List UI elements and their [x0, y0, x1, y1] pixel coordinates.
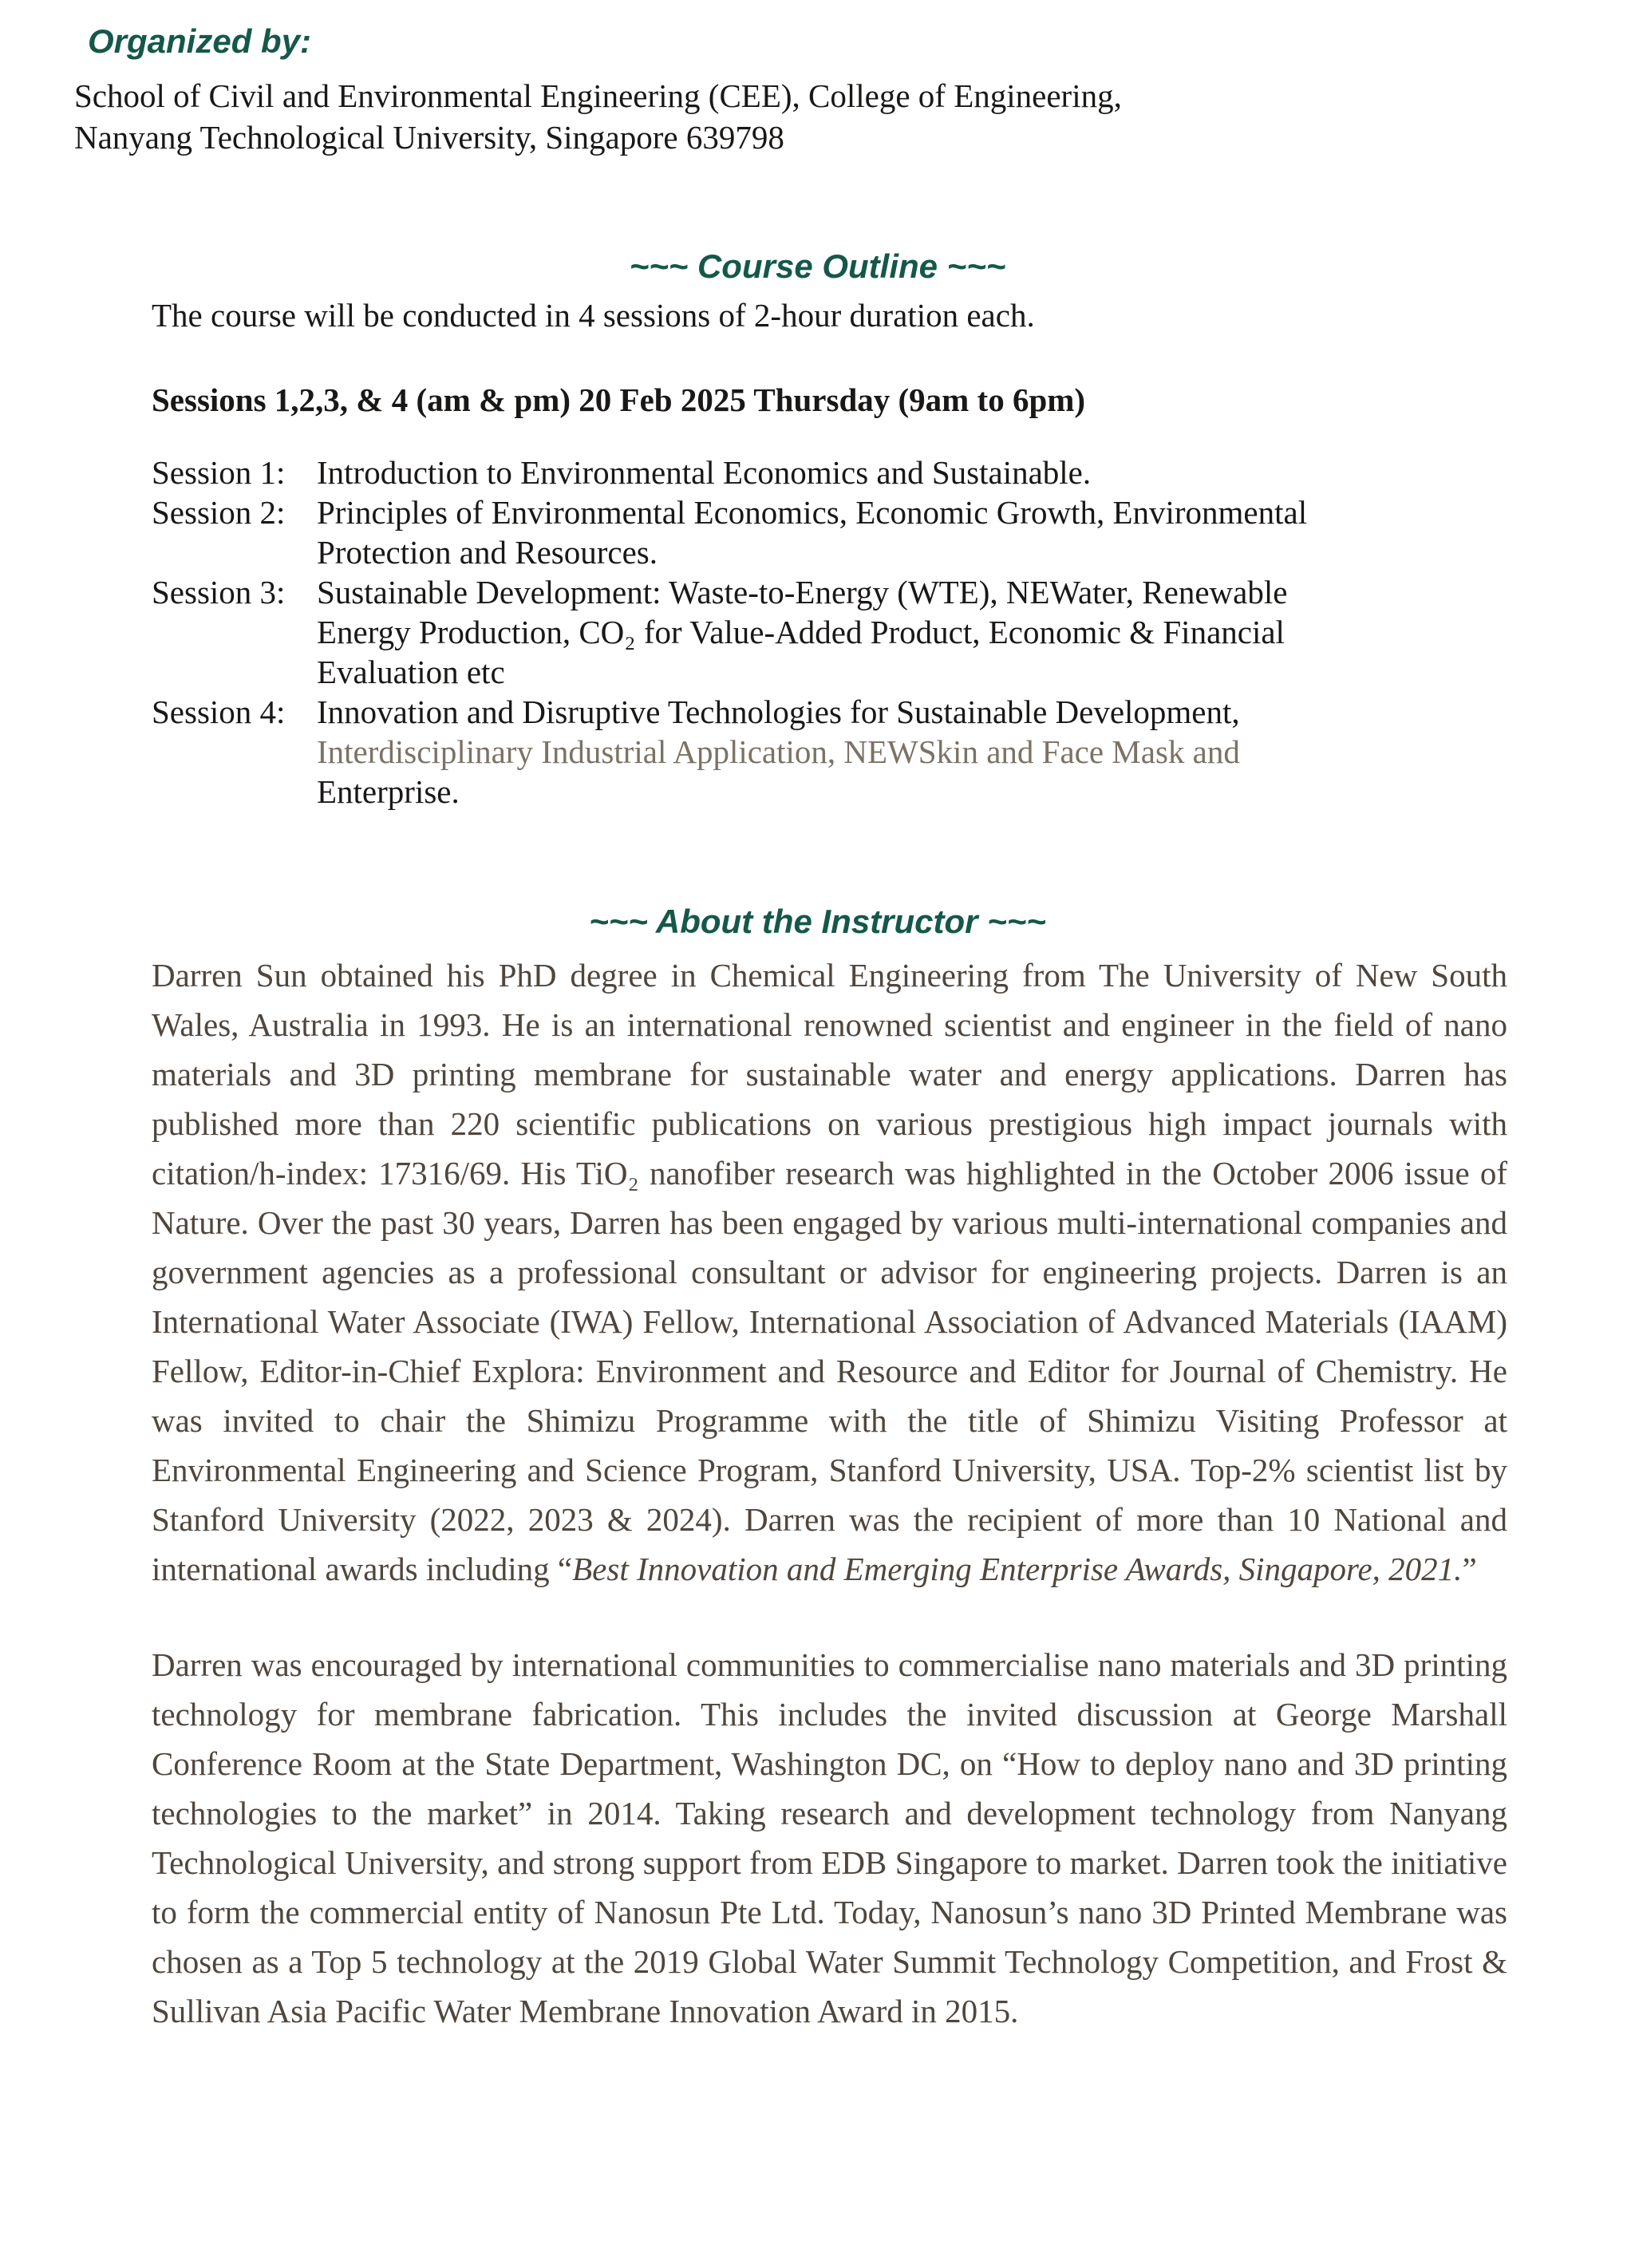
session-1-line-1: Introduction to Environmental Economics and Sustainable.	[317, 454, 1092, 491]
session-4-label: Session 4:	[152, 693, 286, 730]
organizer-block	[0, 0, 1635, 158]
session-3-line-1: Sustainable Development: Waste-to-Energy (WTE), NEWater, Renewable	[317, 574, 1288, 610]
session-2-text	[317, 492, 1515, 572]
instructor-bio-paragraph-1	[152, 950, 1507, 1594]
sessions-schedule-text: Sessions 1,2,3, & 4 (am & pm) 20 Feb 2025 Thursday (9am to 6pm)	[152, 381, 1086, 418]
session-2-label: Session 2:	[152, 494, 286, 531]
session-list	[152, 452, 1515, 812]
session-item-2	[152, 492, 1515, 572]
organizer-line-1: School of Civil and Environmental Engineering (CEE), College of Engineering,	[74, 77, 1122, 114]
about-instructor-heading: ~~~ About the Instructor ~~~	[589, 903, 1046, 940]
session-item-4	[152, 692, 1515, 812]
session-1-label: Session 1:	[152, 454, 286, 491]
session-3-line-2: Energy Production, CO₂ for Value-Added Product, Economic & Financial	[317, 614, 1285, 650]
session-4-line-1: Innovation and Disruptive Technologies for Sustainable Development,	[317, 693, 1240, 730]
session-3-line-3: Evaluation etc	[317, 654, 505, 690]
session-2-line-1: Principles of Environmental Economics, Economic Growth, Environmental	[317, 494, 1308, 531]
instructor-bio-paragraph-2: Darren was encouraged by international communities to commercialise nano materials and 3D printing technology for membrane fabrication. This includes the invited discussion at George Marshall Conference Room at the State Department, Washington DC, on “How to deploy nano and 3D printing technologies to the market” in 2014. Taking research and development technology from Nanyang Technological University, and strong support from EDB Singapore to market. Darren took the initiative to form the commercial entity of Nanosun Pte Ltd. Today, Nanosun’s nano 3D Printed Membrane was chosen as a Top 5 technology at the 2019 Global Water Summit Technology Competition, and Frost & Sullivan Asia Pacific Water Membrane Innovation Award in 2015.	[152, 1646, 1507, 2029]
session-1-text	[317, 452, 1515, 492]
bio-paragraph-1-award-title-italic: Best Innovation and Emerging Enterprise Awards, Singapore, 2021.	[572, 1551, 1463, 1587]
organizer-line-2: Nanyang Technological University, Singapore 639798	[74, 119, 784, 156]
course-outline-heading: ~~~ Course Outline ~~~	[629, 247, 1006, 285]
session-3-label: Session 3:	[152, 574, 286, 610]
session-4-line-3: Enterprise.	[317, 773, 460, 810]
organized-by-label: Organized by:	[88, 22, 312, 60]
session-4-line-2: Interdisciplinary Industrial Application, NEWSkin and Face Mask and	[317, 733, 1240, 770]
session-item-3	[152, 572, 1515, 692]
session-4-text	[317, 692, 1515, 812]
bio-paragraph-1-closing-quote: ”	[1462, 1551, 1477, 1587]
bio-paragraph-1-regular-text: Darren Sun obtained his PhD degree in Chemical Engineering from The University of New South Wales, Australia in 1993. He is an international renowned scientist and engineer in the field of nano materials and 3D printing membrane for sustainable water and energy applications. Darren has published more than 220 scientific publications on various prestigious high impact journals with citation/h-index: 17316/69. His TiO₂ nanofiber research was highlighted in the October 2006 issue of Nature. Over the past 30 years, Darren has been engaged by various multi-international companies and government agencies as a professional consultant or advisor for engineering projects. Darren is an International Water Associate (IWA) Fellow, International Association of Advanced Materials (IAAM) Fellow, Editor-in-Chief Explora: Environment and Resource and Editor for Journal of Chemistry. He was invited to chair the Shimizu Programme with the title of Shimizu Visiting Professor at Environmental Engineering and Science Program, Stanford University, USA. Top-2% scientist list by Stanford University (2022, 2023 & 2024). Darren was the recipient of more than 10 National and international awards including “	[152, 957, 1507, 1587]
course-intro-text: The course will be conducted in 4 sessions of 2-hour duration each.	[152, 297, 1035, 334]
session-item-1	[152, 452, 1515, 492]
session-3-text	[317, 572, 1515, 692]
session-2-line-2: Protection and Resources.	[317, 534, 658, 571]
